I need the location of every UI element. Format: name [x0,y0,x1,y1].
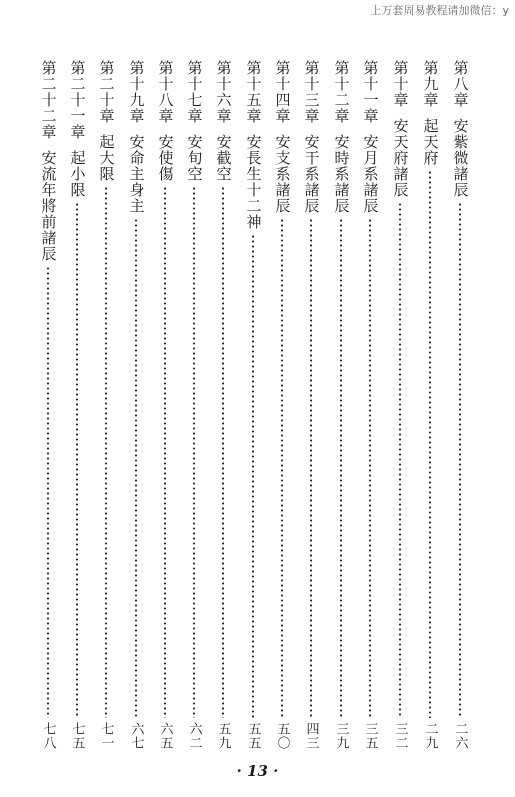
page-number: 七一 [98,722,114,750]
toc-entry [299,60,323,750]
page-number: 三九 [333,722,349,750]
chapter-number: 第十七章 [185,60,204,124]
chapter-number: 第十四章 [273,60,292,124]
chapter-title: 安旬空 [185,134,204,182]
chapter-title: 安使傷 [156,134,175,182]
toc-entry [36,60,60,750]
chapter-title: 安月系諸辰 [361,134,380,214]
toc-entry [124,60,148,750]
dot-leader [193,186,195,718]
dot-leader [252,234,254,718]
dot-leader [281,218,283,718]
page-number: 五五 [245,722,261,750]
toc-entry [418,60,442,750]
footer-page-number: · 13 · [236,762,279,780]
chapter-title: 安支系諸辰 [273,134,292,214]
dot-leader [47,266,49,718]
toc-entry [153,60,177,750]
chapter-number: 第八章 [451,60,470,108]
page-number: 三二 [392,722,408,750]
dot-leader [459,202,461,718]
page-number: 六二 [186,722,202,750]
chapter-number: 第二十二章 [39,60,58,140]
chapter-number: 第十九章 [127,60,146,124]
toc-entry [241,60,265,750]
dot-leader [310,218,312,718]
page-number: 二六 [452,722,468,750]
dot-leader [135,218,137,718]
chapter-number: 第十六章 [214,60,233,124]
page-number: 五九 [215,722,231,750]
toc-entry [94,60,118,750]
page-number: 七八 [40,722,56,750]
dot-leader [76,202,78,718]
chapter-title: 安命主身主 [127,134,146,214]
chapter-title: 起大限 [97,134,116,182]
chapter-number: 第九章 [421,60,440,108]
chapter-number: 第十八章 [156,60,175,124]
page-number: 五〇 [274,722,290,750]
dot-leader [399,202,401,718]
chapter-title: 安干系諸辰 [302,134,321,214]
toc-entry [448,60,472,750]
page-number: 二九 [422,722,438,750]
chapter-number: 第十五章 [244,60,263,124]
toc-entry [329,60,353,750]
chapter-number: 第十三章 [302,60,321,124]
toc-entry [388,60,412,750]
page-number: 七五 [69,722,85,750]
toc-entry [65,60,89,750]
toc-entry [182,60,206,750]
dot-leader [340,218,342,718]
chapter-number: 第十章 [391,60,410,108]
chapter-title: 安紫微諸辰 [451,118,470,198]
chapter-title: 安天府諸辰 [391,118,410,198]
chapter-title: 安長生十二神 [244,134,263,230]
chapter-title: 安流年將前諸辰 [39,150,58,262]
dot-leader [369,218,371,718]
watermark-text: 上万套周易教程请加微信：y [370,4,509,17]
page-number: 六七 [128,722,144,750]
chapter-number: 第二十章 [97,60,116,124]
chapter-title: 起小限 [68,150,87,198]
page-number: 三五 [362,722,378,750]
chapter-number: 第二十一章 [68,60,87,140]
dot-leader [222,186,224,718]
chapter-title: 安時系諸辰 [332,134,351,214]
toc-entry [270,60,294,750]
chapter-title: 安截空 [214,134,233,182]
toc-entry [211,60,235,750]
toc-entry [358,60,382,750]
page-number: 六五 [157,722,173,750]
page-number: 四三 [303,722,319,750]
dot-leader [105,186,107,718]
dot-leader [164,186,166,718]
chapter-title: 起天府 [421,118,440,166]
chapter-number: 第十二章 [332,60,351,124]
dot-leader [429,170,431,718]
chapter-number: 第十一章 [361,60,380,124]
